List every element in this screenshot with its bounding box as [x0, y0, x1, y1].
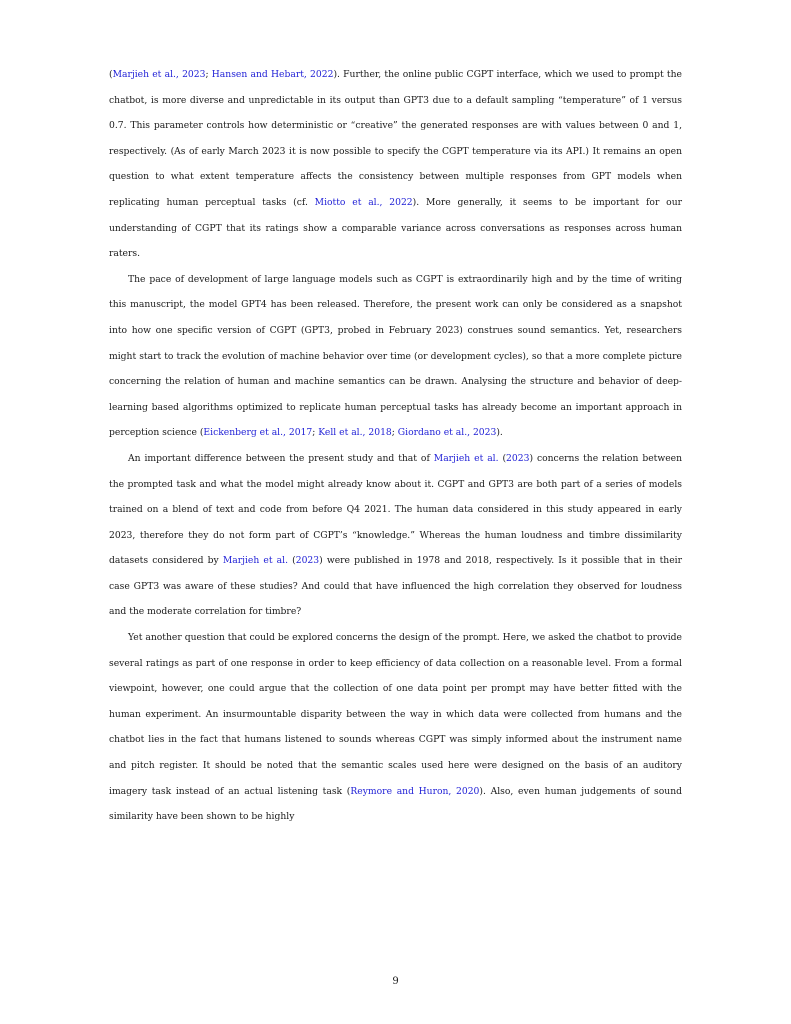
text-span: ; — [391, 427, 398, 439]
text-span: ). Also, even human judgements of sound similarity have been shown to be highly — [109, 785, 682, 823]
text-span: ; — [312, 427, 319, 439]
text-span: ). Further, the online public CGPT interface, which we used to prompt the chatbot, is more diverse and unpredictable in its output than GPT3 due to a default sampling “temperature” of 1 versus 0.7. This parameter controls how deterministic or “creative” the generated responses are with values between 0 and 1, respectively. (As of early March 2023 it is now possible to specify the CGPT temperature via its API.) It remains an open question to what extent temperature affects the consistency between multiple responses from GPT models when replicating human perceptual tasks (cf. — [109, 69, 682, 208]
citation-link[interactable]: Miotto et al., 2022 — [314, 196, 413, 208]
text-span: ( — [288, 555, 296, 567]
citation-link[interactable]: Giordano et al., 2023 — [397, 427, 497, 439]
citation-link[interactable]: 2023 — [506, 452, 530, 464]
paragraph-3 — [109, 446, 682, 625]
page-number: 9 — [392, 976, 399, 987]
page-body — [109, 62, 682, 830]
citation-link[interactable]: Marjieh et al., 2023 — [112, 69, 206, 80]
citation-link[interactable]: Marjieh et al. — [222, 555, 288, 567]
paragraph-2 — [109, 267, 682, 446]
citation-link[interactable]: Kell et al., 2018 — [318, 427, 392, 439]
text-span: ; — [205, 69, 212, 80]
citation-link[interactable]: Marjieh et al. — [433, 452, 499, 464]
citation-link[interactable]: Hansen and Hebart, 2022 — [211, 69, 334, 80]
text-span: The pace of development of large language models such as CGPT is extraordinarily high and by the time of writing this manuscript, the model GPT4 has been released. Therefore, the present work can only be considered as a snapshot into how one specific version of CGPT (GPT3, probed in February 2023) construes sound semantics. Yet, researchers might start to track the evolution of machine behavior over time (or development cycles), so that a more complete picture concerning the relation of human and machine semantics can be drawn. Analysing the structure and behavior of deep-learning based algorithms optimized to replicate human perceptual tasks has already become an important approach in perception science ( — [109, 273, 682, 439]
text-span: Yet another question that could be explored concerns the design of the prompt. Here, we asked the chatbot to provide several ratings as part of one response in order to keep efficiency of data collection on a reasonable level. From a formal viewpoint, however, one could argue that the collection of one data point per prompt may have better fitted with the human experiment. An insurmountable disparity between the way in which data were collected from humans and the chatbot lies in the fact that humans listened to sounds whereas CGPT was simply informed about the instrument name and pitch register. It should be noted that the semantic scales used here were designed on the basis of an auditory imagery task instead of an actual listening task ( — [109, 632, 682, 797]
citation-link[interactable]: Eickenberg et al., 2017 — [203, 427, 313, 439]
text-span: An important difference between the present study and that of — [128, 452, 434, 464]
paragraph-4 — [109, 625, 682, 830]
text-span: ( — [109, 69, 113, 80]
text-span: ( — [498, 452, 507, 464]
paragraph-1 — [109, 62, 682, 267]
text-span: ). More generally, it seems to be important for our understanding of CGPT that its ratings show a comparable variance across conversations as responses across human raters. — [109, 196, 682, 260]
citation-link[interactable]: 2023 — [295, 555, 320, 567]
text-span: ). — [496, 427, 503, 439]
citation-link[interactable]: Reymore and Huron, 2020 — [350, 785, 480, 797]
text-span: ) concerns the relation between the prompted task and what the model might already know about it. CGPT and GPT3 are both part of a series of models trained on a blend of text and code from before Q4 2021. The human data considered in this study appeared in early 2023, therefore they do not form part of CGPT’s “knowledge.” Whereas the human loudness and timbre dissimilarity datasets considered by — [109, 452, 682, 567]
text-span: ) were published in 1978 and 2018, respectively. Is it possible that in their case GPT3 was aware of these studies? And could that have influenced the high correlation they observed for loudness and the moderate correlation for timbre? — [109, 555, 682, 618]
